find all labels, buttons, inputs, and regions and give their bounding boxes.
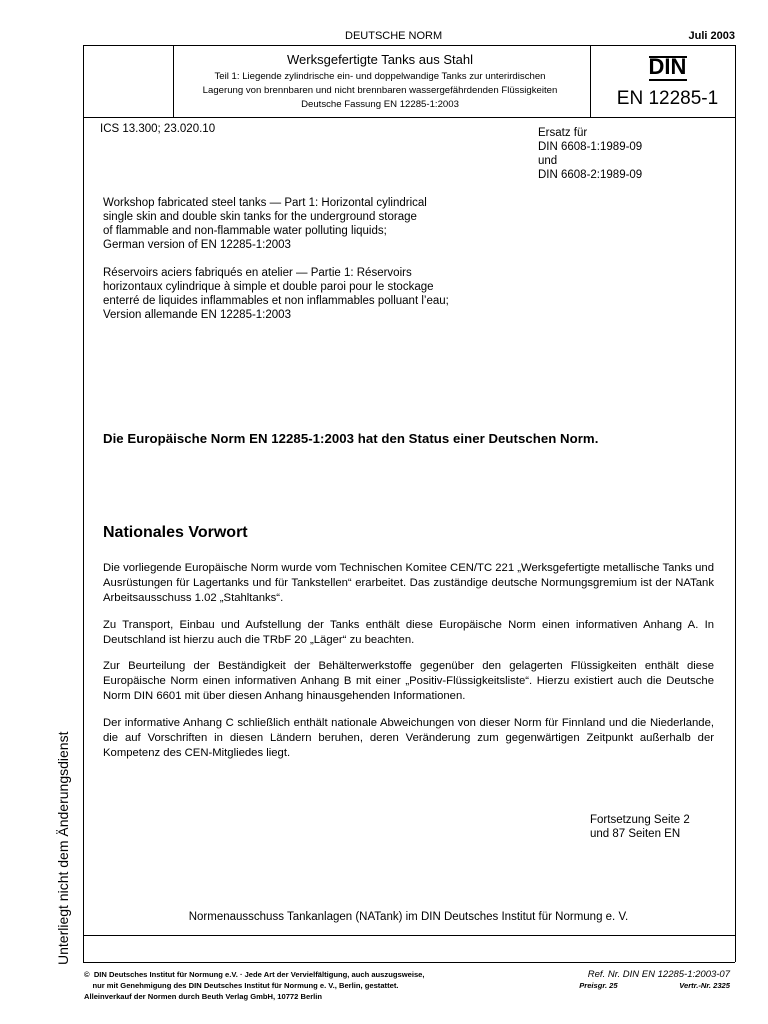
document-type-label: DEUTSCHE NORM bbox=[345, 30, 443, 42]
english-title bbox=[103, 196, 523, 252]
price-group: Preisgr. 25 bbox=[579, 981, 618, 990]
reference-number: Ref. Nr. DIN EN 12285-1:2003-07 bbox=[587, 969, 730, 980]
replaces-block bbox=[538, 126, 642, 182]
document-title: Werksgefertigte Tanks aus Stahl bbox=[287, 52, 473, 67]
foreword-paragraph: Die vorliegende Europäische Norm wurde vom Technischen Komitee CEN/TC 221 „Werksgefertigte metallische Tanks und Ausrüstungen für Lagertanks und für Tankstellen“ erarbeitet. Das zuständige deutsche Normungsgremium ist der NATank Arbeitsausschuss 1.02 „Stahltanks“. bbox=[103, 562, 714, 604]
price-group-row bbox=[550, 980, 730, 991]
french-title-line: enterré de liquides inflammables et non inflammables polluant l’eau; bbox=[103, 295, 449, 307]
frame-footer-top-line bbox=[83, 935, 735, 936]
french-title bbox=[103, 266, 523, 322]
din-logo: DIN bbox=[648, 54, 687, 79]
responsible-committee: Normenausschuss Tankanlagen (NATank) im DIN Deutsches Institut für Normung e. V. bbox=[188, 911, 629, 923]
continuation-note bbox=[590, 813, 690, 841]
subtitle-line: Deutsche Fassung EN 12285-1:2003 bbox=[301, 99, 459, 110]
foreword-paragraph: Zu Transport, Einbau und Aufstellung der Tanks enthält diese Europäische Norm einen informativen Anhang A. In Deutschland ist hierzu auch die TRbF 20 „Läger“ zu beachten. bbox=[103, 619, 714, 646]
din-logo-bottom-bar bbox=[649, 79, 687, 81]
publication-date: Juli 2003 bbox=[688, 30, 735, 42]
document-subtitle bbox=[175, 70, 585, 112]
french-title-line: Réservoirs aciers fabriqués en atelier — Partie 1: Réservoirs bbox=[103, 267, 412, 279]
copyright-line: © DIN Deutsches Institut für Normung e.V. · Jede Art der Vervielfältigung, auch auszugsweise, bbox=[84, 970, 425, 979]
copyright-line: nur mit Genehmigung des DIN Deutsches Institut für Normung e. V., Berlin, gestattet. bbox=[84, 981, 399, 990]
frame-left-line bbox=[83, 45, 84, 962]
replaces-line: DIN 6608-2:1989-09 bbox=[538, 169, 643, 181]
english-title-line: of flammable and non-flammable water polluting liquids; bbox=[103, 225, 387, 237]
foreword-paragraph: Der informative Anhang C schließlich enthält nationale Abweichungen von dieser Norm für Finnland und die Niederlande, die auf Vorschriften in diesen Ländern beruhen, deren Veränderung zum gegenwärtigen Zeitpunkt außerhalb der Kompetenz des CEN-Mitgliedes liegt. bbox=[103, 717, 714, 759]
english-title-line: single skin and double skin tanks for the underground storage bbox=[103, 211, 417, 223]
replaces-line: Ersatz für bbox=[538, 127, 588, 139]
continuation-line: Fortsetzung Seite 2 bbox=[590, 814, 690, 826]
subtitle-line: Lagerung von brennbaren und nicht brennbaren wassergefährdenden Flüssigkeiten bbox=[202, 85, 558, 96]
copyright-line: Alleinverkauf der Normen durch Beuth Verlag GmbH, 10772 Berlin bbox=[84, 992, 323, 1001]
frame-bottom-line bbox=[83, 962, 735, 963]
english-title-line: German version of EN 12285-1:2003 bbox=[103, 239, 291, 251]
subtitle-line: Teil 1: Liegende zylindrische ein- und doppelwandige Tanks zur unterirdischen bbox=[214, 71, 546, 82]
frame-right-line bbox=[735, 45, 736, 962]
frame-top-line bbox=[83, 45, 735, 46]
french-title-line: Version allemande EN 12285-1:2003 bbox=[103, 309, 291, 321]
english-title-line: Workshop fabricated steel tanks — Part 1: Horizontal cylindrical bbox=[103, 197, 427, 209]
header-divider-right bbox=[590, 45, 591, 117]
status-statement: Die Europäische Norm EN 12285-1:2003 hat den Status einer Deutschen Norm. bbox=[103, 431, 599, 446]
copyright-notice bbox=[84, 969, 425, 1002]
replaces-line: und bbox=[538, 155, 558, 167]
section-heading: Nationales Vorwort bbox=[103, 524, 248, 541]
side-notice: Unterliegt nicht dem Änderungsdienst bbox=[55, 731, 71, 965]
replaces-line: DIN 6608-1:1989-09 bbox=[538, 141, 643, 153]
continuation-line: und 87 Seiten EN bbox=[590, 828, 681, 840]
distribution-number: Vertr.-Nr. 2325 bbox=[679, 981, 730, 990]
header-divider-left bbox=[173, 45, 174, 117]
standard-number: EN 12285-1 bbox=[616, 88, 719, 109]
reference-block bbox=[550, 969, 730, 991]
ics-code: ICS 13.300; 23.020.10 bbox=[100, 123, 216, 135]
french-title-line: horizontaux cylindrique à simple et double paroi pour le stockage bbox=[103, 281, 434, 293]
foreword-paragraph: Zur Beurteilung der Beständigkeit der Behälterwerkstoffe gegenüber den gelagerten Flüssigkeiten enthält diese Europäische Norm einen informativen Anhang B mit einer „Positiv-Flüssigkeitsliste“. Hierzu existiert auch die Deutsche Norm DIN 6601 mit über diesen Anhang hinausgehenden Informationen. bbox=[103, 660, 714, 702]
frame-header-bottom-line bbox=[83, 117, 735, 118]
